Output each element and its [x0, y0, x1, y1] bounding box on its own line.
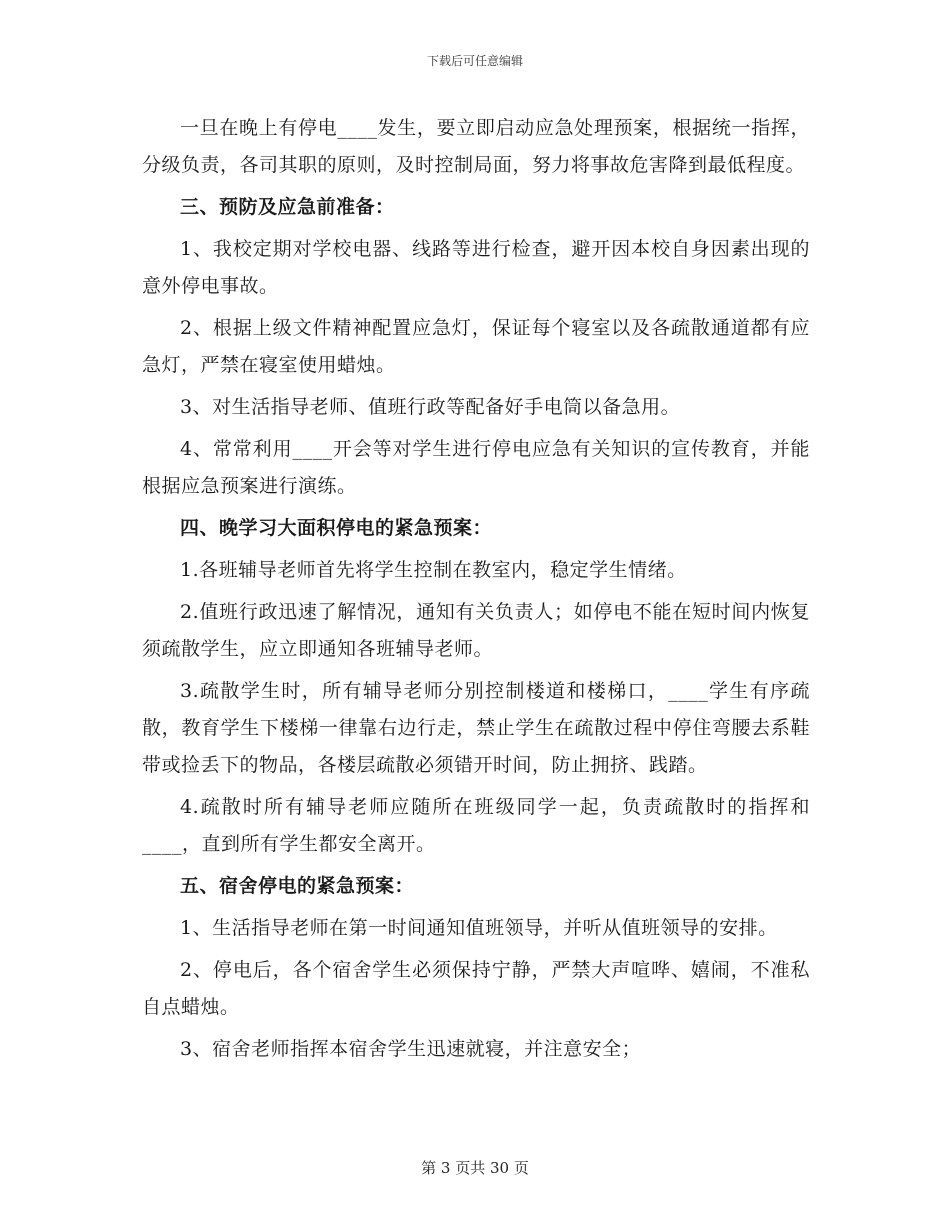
paragraph: 2.值班行政迅速了解情况，通知有关负责人；如停电不能在短时间内恢复须疏散学生，应立即通知各班辅导老师。 [142, 601, 810, 660]
paragraph: 3.疏散学生时，所有辅导老师分别控制楼道和楼梯口，____学生有序疏散，教育学生下楼梯一律靠右边行走，禁止学生在疏散过程中停住弯腰去系鞋带或捡丢下的物品，各楼层疏散必须错开时间，防止拥挤、践踏。 [142, 680, 810, 776]
page-number-footer: 第 3 页共 30 页 [421, 1159, 529, 1177]
paragraph: 1.各班辅导老师首先将学生控制在教室内，稳定学生情绪。 [180, 559, 687, 581]
paragraph: 1、生活指导老师在第一时间通知值班领导，并听从值班领导的安排。 [180, 917, 778, 939]
paragraph: 3、宿舍老师指挥本宿舍学生迅速就寝，并注意安全； [180, 1038, 642, 1060]
paragraph: 4.疏散时所有辅导老师应随所在班级同学一起，负责疏散时的指挥和____，直到所有学生都安全离开。 [142, 796, 810, 855]
section-heading: 五、宿舍停电的紧急预案： [180, 875, 415, 897]
section-heading: 四、晚学习大面积停电的紧急预案： [180, 517, 493, 539]
paragraph: 4、常常利用____开会等对学生进行停电应急有关知识的宣传教育，并能根据应急预案进行演练。 [142, 438, 810, 497]
page-header: 下载后可任意编辑 [426, 54, 523, 68]
paragraph: 一旦在晚上有停电____发生，要立即启动应急处理预案，根据统一指挥，分级负责，各司其职的原则，及时控制局面，努力将事故危害降到最低程度。 [142, 117, 810, 176]
section-heading: 三、预防及应急前准备： [180, 196, 395, 218]
document-body [142, 110, 810, 1073]
paragraph: 2、停电后，各个宿舍学生必须保持宁静，严禁大声喧哗、嬉闹，不准私自点蜡烛。 [142, 959, 810, 1018]
paragraph: 3、对生活指导老师、值班行政等配备好手电筒以备急用。 [180, 396, 681, 418]
paragraph: 2、根据上级文件精神配置应急灯，保证每个寝室以及各疏散通道都有应急灯，严禁在寝室使用蜡烛。 [142, 317, 810, 376]
paragraph: 1、我校定期对学校电器、线路等进行检查，避开因本校自身因素出现的意外停电事故。 [142, 238, 810, 297]
